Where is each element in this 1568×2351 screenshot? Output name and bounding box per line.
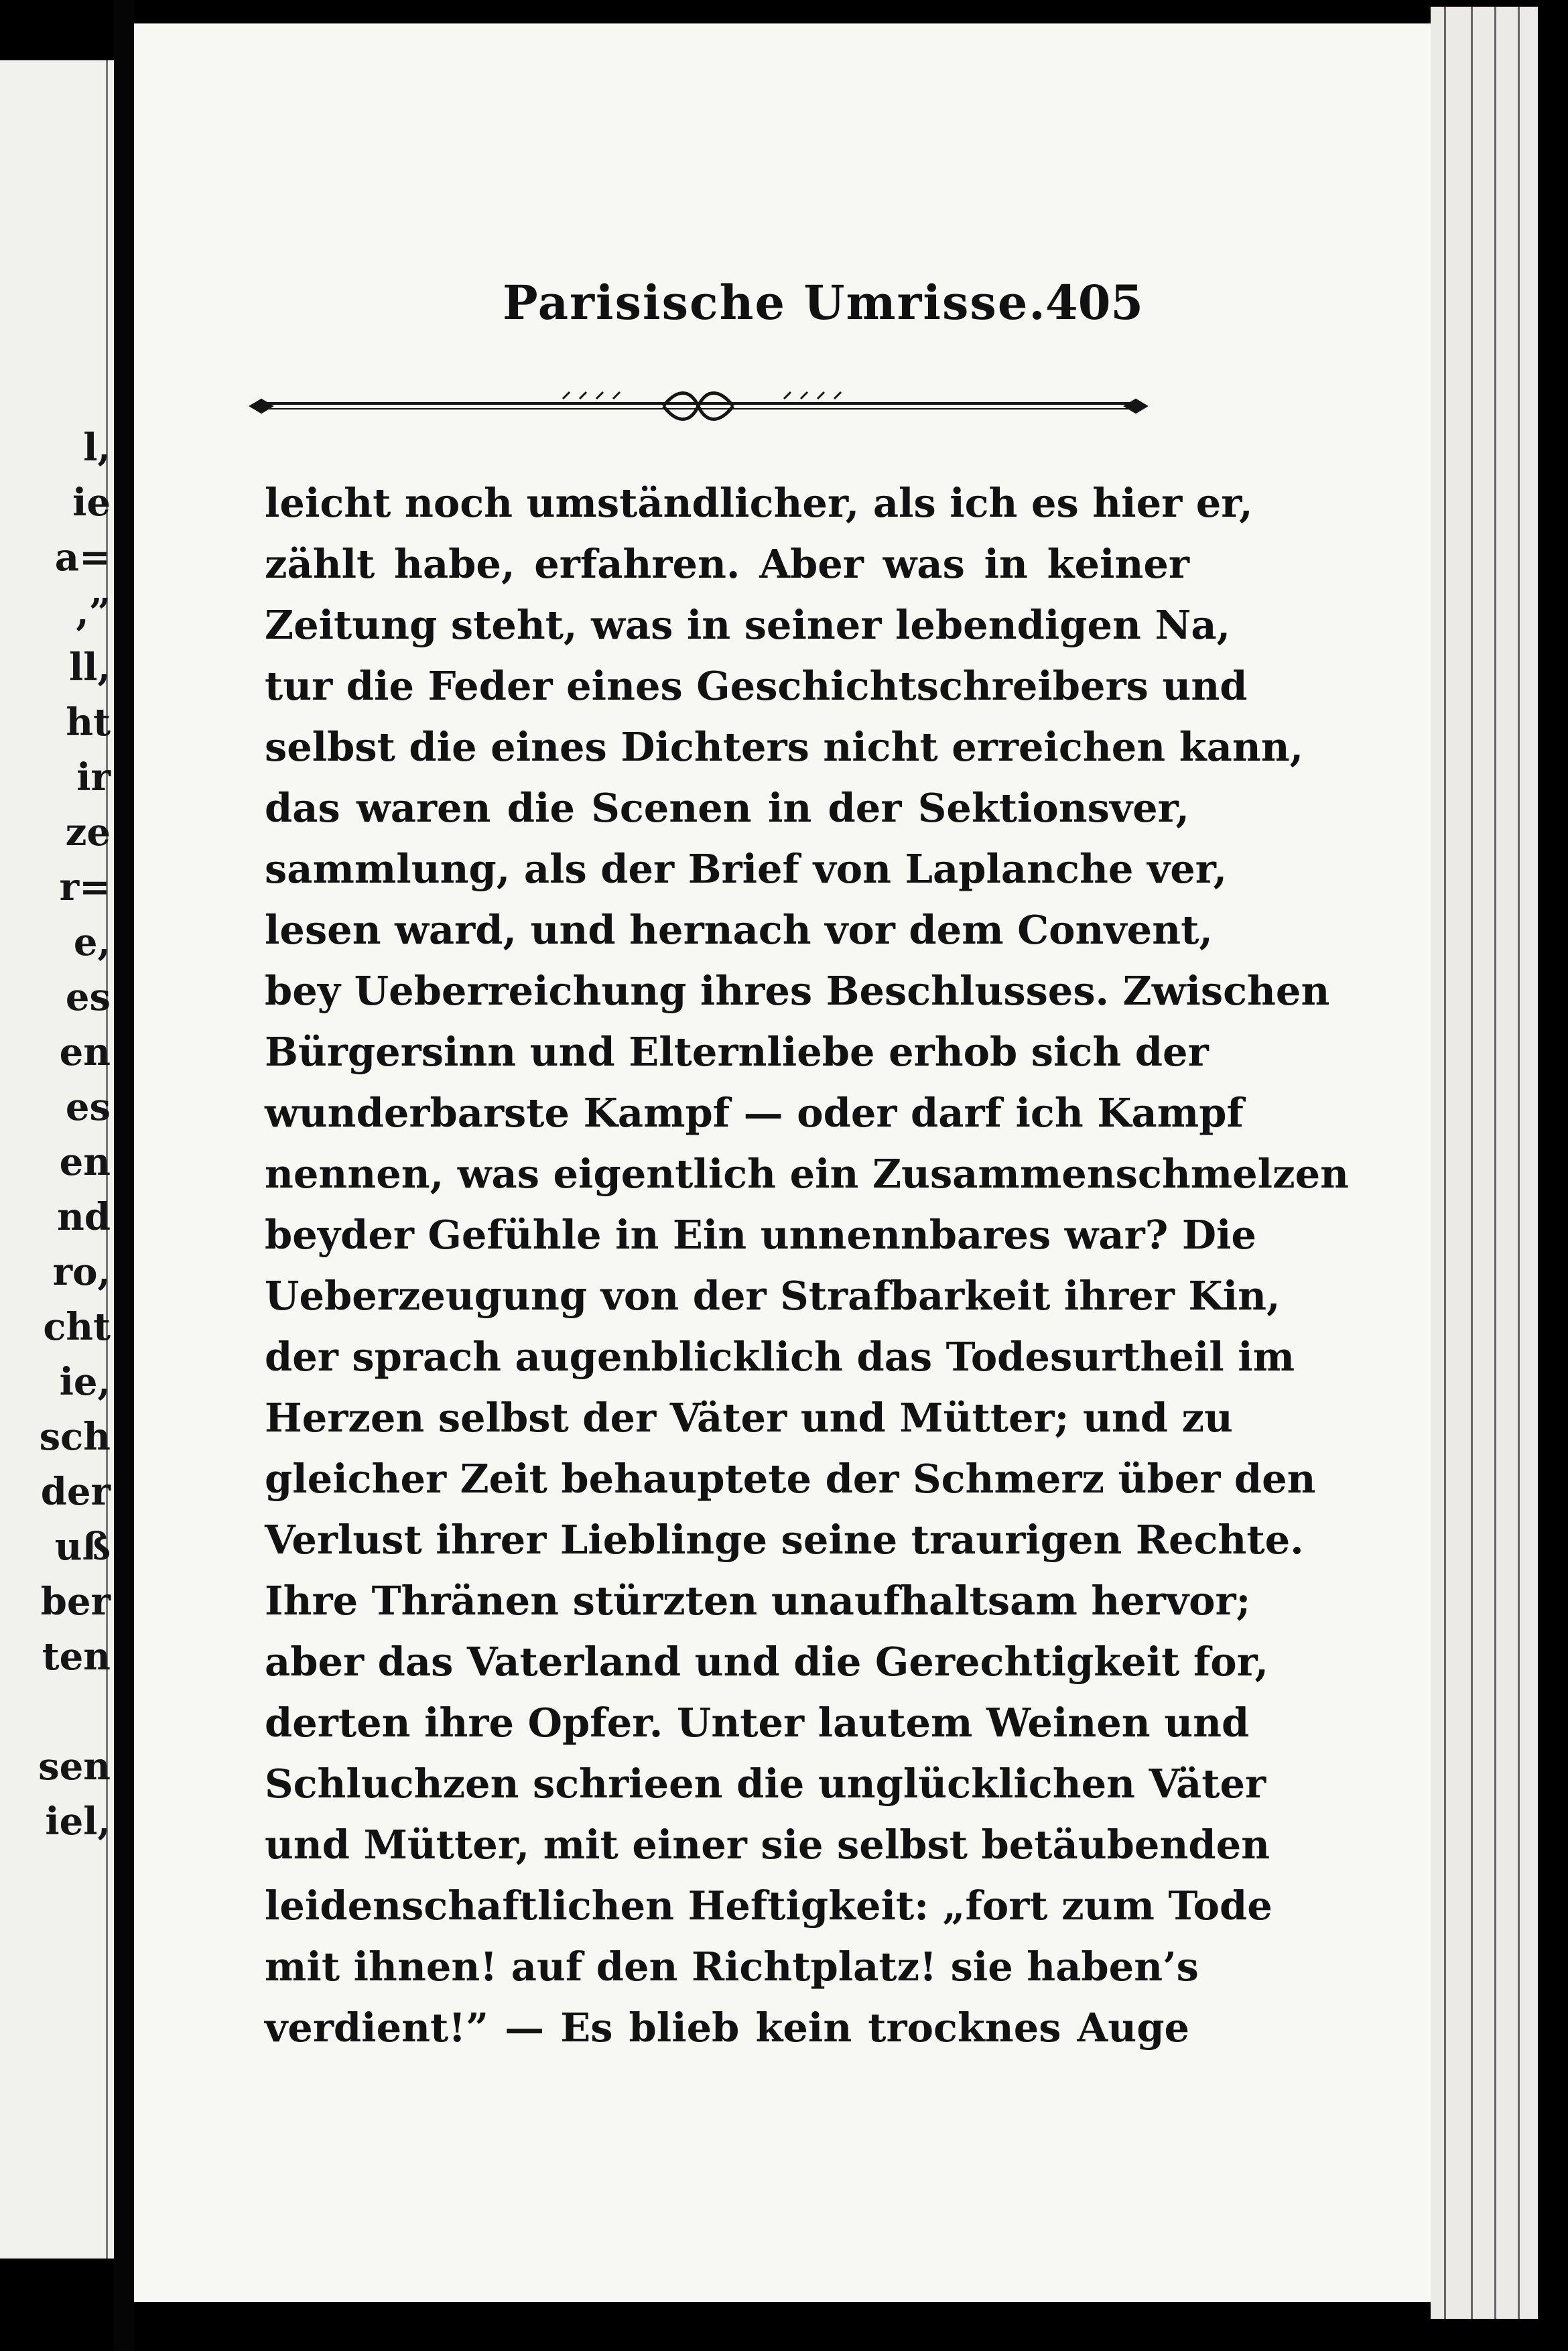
text-line: nennen, was eigentlich ein Zusammenschmelzen (265, 1151, 1350, 1197)
page-edge-line (1494, 7, 1496, 2319)
text-line: aber das Vaterland und die Gerechtigkeit for, (265, 1639, 1268, 1685)
facing-page-fragment: ber (40, 1580, 111, 1624)
facing-page-fragment: ze (65, 810, 111, 854)
facing-page-fragment: cht (43, 1305, 111, 1349)
facing-page-fragment: sen (38, 1744, 111, 1789)
text-line: sammlung, als der Brief von Laplanche ver, (265, 846, 1228, 892)
facing-page-fragment: ie, (59, 1360, 111, 1404)
text-line: leicht noch umständlicher, als ich es hier er, (265, 480, 1253, 526)
facing-page-fragment: ht (66, 700, 111, 745)
page-edges (1431, 7, 1538, 2319)
facing-page-fragment: uß (54, 1525, 111, 1569)
text-line: zählt habe, erfahren. Aber was in keiner (265, 541, 1189, 587)
text-line: Schluchzen schrieen die unglücklichen Väter (265, 1761, 1266, 1807)
facing-page-fragment: ll, (68, 645, 111, 690)
facing-page-fragment: ro, (52, 1250, 111, 1294)
text-line: das waren die Scenen in der Sektionsver, (265, 785, 1189, 831)
text-line: selbst die eines Dichters nicht erreichen kann, (265, 724, 1304, 770)
facing-page-fragment: der (40, 1470, 111, 1514)
facing-page-fragment: l, (83, 426, 111, 470)
page-header (355, 275, 1159, 348)
text-line: tur die Feder eines Geschichtschreibers und (265, 663, 1248, 709)
running-title: Parisische Umrisse. (503, 275, 1047, 330)
text-line: lesen ward, und hernach vor dem Convent, (265, 907, 1213, 953)
text-line: Ueberzeugung von der Strafbarkeit ihrer Kin, (265, 1273, 1281, 1319)
page-edge-line (1518, 7, 1520, 2319)
body-text (265, 472, 1350, 2058)
text-line: bey Ueberreichung ihres Beschlusses. Zwischen (265, 968, 1330, 1014)
text-line: Verlust ihrer Lieblinge seine traurigen Rechte. (265, 1517, 1304, 1563)
facing-page-fragment: e, (73, 920, 111, 964)
facing-page-fragment: es (65, 1085, 111, 1129)
page-number: 405 (1045, 275, 1144, 330)
text-line: der sprach augenblicklich das Todesurtheil im (265, 1334, 1295, 1380)
text-line: gleicher Zeit behauptete der Schmerz über den (265, 1456, 1316, 1502)
text-line: derten ihre Opfer. Unter lautem Weinen und (265, 1700, 1250, 1746)
text-line: mit ihnen! auf den Richtplatz! sie haben’s (265, 1944, 1199, 1990)
facing-page-fragment: sch (39, 1415, 111, 1459)
page-edge-line (1444, 7, 1446, 2319)
facing-page-fragment: ,” (76, 590, 111, 635)
text-line: Bürgersinn und Elternliebe erhob sich der (265, 1029, 1209, 1075)
facing-page-fragment: en (59, 1140, 111, 1184)
text-line: Herzen selbst der Väter und Mütter; und zu (265, 1395, 1233, 1441)
facing-page-fragment: iel, (45, 1799, 111, 1844)
text-line: Zeitung steht, was in seiner lebendigen Na, (265, 602, 1231, 648)
text-line: Ihre Thränen stürzten unaufhaltsam hervor; (265, 1578, 1251, 1624)
facing-page-fragment: ie (72, 481, 111, 525)
book-gutter (114, 0, 134, 2351)
text-line: und Mütter, mit einer sie selbst betäubenden (265, 1822, 1270, 1868)
page-edge-line (1471, 7, 1473, 2319)
decorative-rule (248, 385, 1149, 426)
text-line: beyder Gefühle in Ein unnennbares war? Die (265, 1212, 1256, 1258)
text-line: leidenschaftlichen Heftigkeit: „fort zum Tode (265, 1883, 1272, 1929)
text-line: verdient!” — Es blieb kein trocknes Auge (265, 2005, 1189, 2051)
facing-page-fragment: nd (57, 1195, 111, 1239)
facing-page-fragment: en (59, 1030, 111, 1074)
facing-page-fragment: r= (59, 865, 111, 909)
facing-page-fragment: es (65, 975, 111, 1019)
facing-page-fragment: a= (54, 535, 111, 580)
text-line: wunderbarste Kampf — oder darf ich Kampf (265, 1090, 1244, 1136)
facing-page-fragment: ten (42, 1635, 111, 1679)
facing-page-fragment: ir (76, 755, 111, 800)
